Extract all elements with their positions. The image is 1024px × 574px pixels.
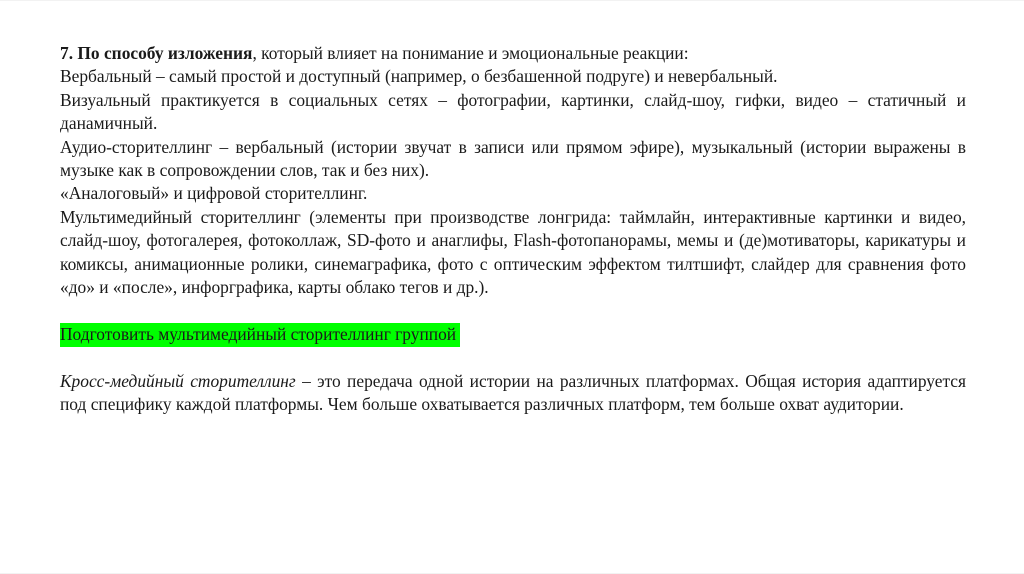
cross-media-definition: – это передача одной истории на различных платформах. Общая история адаптируется под специфику каждой платформы. Чем больше охватывается различных платформ, тем больше охват аудитории. bbox=[60, 370, 967, 415]
paragraph-audio: Аудио-сторителлинг – вербальный (истории звучат в записи или прямом эфире), музыкальный (истории выражены в музыке как в сопровождении слов, так и без них). bbox=[60, 136, 966, 181]
paragraph-visual: Визуальный практикуется в социальных сетях – фотографии, картинки, слайд-шоу, гифки, видео – статичный и данамичный. bbox=[60, 89, 966, 134]
spacer bbox=[60, 299, 966, 322]
cross-media-term: Кросс-медийный сторителлинг bbox=[60, 370, 296, 391]
section-heading-title: 7. По способу изложения bbox=[60, 43, 253, 63]
task-line bbox=[60, 323, 966, 346]
task-highlight: Подготовить мультимедийный сторителлинг группой bbox=[60, 323, 460, 347]
cross-media-paragraph bbox=[60, 370, 966, 417]
paragraph-verbal: Вербальный – самый простой и доступный (например, о безбашенной подруге) и невербальный. bbox=[60, 66, 778, 87]
section-heading-description: , который влияет на понимание и эмоциональные реакции: bbox=[252, 43, 689, 63]
paragraph-multimedia: Мультимедийный сторителлинг (элементы при производстве лонгрида: таймлайн, интерактивные картинки и видео, слайд-шоу, фотогалерея, фотоколлаж, SD-фото и анаглифы, Flash-фотопанорамы, мемы и (де)мотиваторы, карикатуры и комиксы, анимационные ролики, синемаграфика, фото с оптическим эффектом тилтшифт, слайдер для сравнения фото «до» и «после», инфорграфика, карты облако тегов и др.). bbox=[60, 206, 966, 298]
paragraph-analog-digital: «Аналоговый» и цифровой сторителлинг. bbox=[60, 183, 368, 204]
spacer bbox=[60, 346, 966, 369]
slide-content bbox=[60, 42, 966, 416]
section-heading bbox=[60, 42, 966, 65]
